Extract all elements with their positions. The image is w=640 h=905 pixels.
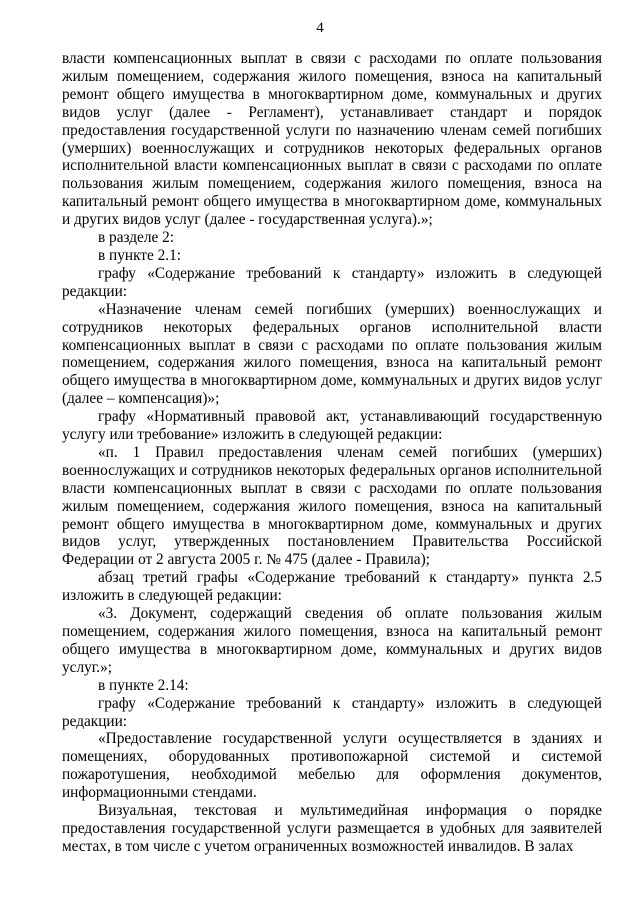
paragraph-item-2-5: абзац третий графы «Содержание требований к стандарту» пункта 2.5 изложить в следующей редакции:: [62, 569, 602, 605]
paragraph-rules-quote: «п. 1 Правил предоставления членам семей погибших (умерших) военнослужащих и сотрудников некоторых федеральных органов исполнительной власти компенсационных выплат в связи с расходами по оплате пользования жилым помещением, содержания жилого помещения, взноса на капитальный ремонт общего имущества в многоквартирном доме, коммунальных и других видов услуг, утвержденных постановлением Правительства Российской Федерации от 2 августа 2005 г. № 475 (далее - Правила);: [62, 443, 602, 569]
paragraph-column-requirements-2: графу «Содержание требований к стандарту» изложить в следующей редакции:: [62, 694, 602, 730]
paragraph-regulation-continuation: власти компенсационных выплат в связи с расходами по оплате пользования жилым помещением, содержания жилого помещения, взноса на капитальный ремонт общего имущества в многоквартирном доме, коммунальных и других видов услуг (далее - Регламент), устанавливает стандарт и порядок предоставления государственной услуги по назначению членам семей погибших (умерших) военнослужащих и сотрудников некоторых федеральных органов исполнительной власти компенсационных выплат в связи с расходами по оплате пользования жилым помещением, содержания жилого помещения, взноса на капитальный ремонт общего имущества в многоквартирном доме, коммунальных и других видов услуг (далее - государственная услуга).»;: [62, 50, 602, 229]
document-body: [62, 50, 602, 856]
page-number: 4: [316, 20, 324, 36]
paragraph-section-2: в разделе 2:: [98, 229, 174, 247]
paragraph-column-legal-act: графу «Нормативный правовой акт, устанавливающий государственную услугу или требование» изложить в следующей редакции:: [62, 408, 602, 444]
paragraph-assignment-quote: «Назначение членам семей погибших (умерших) военнослужащих и сотрудников некоторых федеральных органов исполнительной власти компенсационных выплат в связи с расходами по оплате пользования жилым помещением, содержания жилого помещения, взноса на капитальный ремонт общего имущества в многоквартирном доме, коммунальных и других видов услуг (далее – компенсация)»;: [62, 300, 602, 408]
paragraph-column-requirements: графу «Содержание требований к стандарту» изложить в следующей редакции:: [62, 264, 602, 300]
paragraph-premises-quote: «Предоставление государственной услуги осуществляется в зданиях и помещениях, оборудованных противопожарной системой и системой пожаротушения, необходимой мебелью для оформления документов, информационными стендами.: [62, 730, 602, 802]
paragraph-item-2-14: в пункте 2.14:: [98, 676, 189, 694]
paragraph-item-2-1: в пункте 2.1:: [98, 246, 181, 264]
paragraph-document-quote: «3. Документ, содержащий сведения об оплате пользования жилым помещением, содержания жилого помещения, взноса на капитальный ремонт общего имущества в многоквартирном доме, коммунальных и других видов услуг.»;: [62, 605, 602, 676]
paragraph-visual-info: Визуальная, текстовая и мультимедийная информация о порядке предоставления государственной услуги размещается в удобных для заявителей местах, в том числе с учетом ограниченных возможностей инвалидов. В залах: [62, 802, 602, 855]
